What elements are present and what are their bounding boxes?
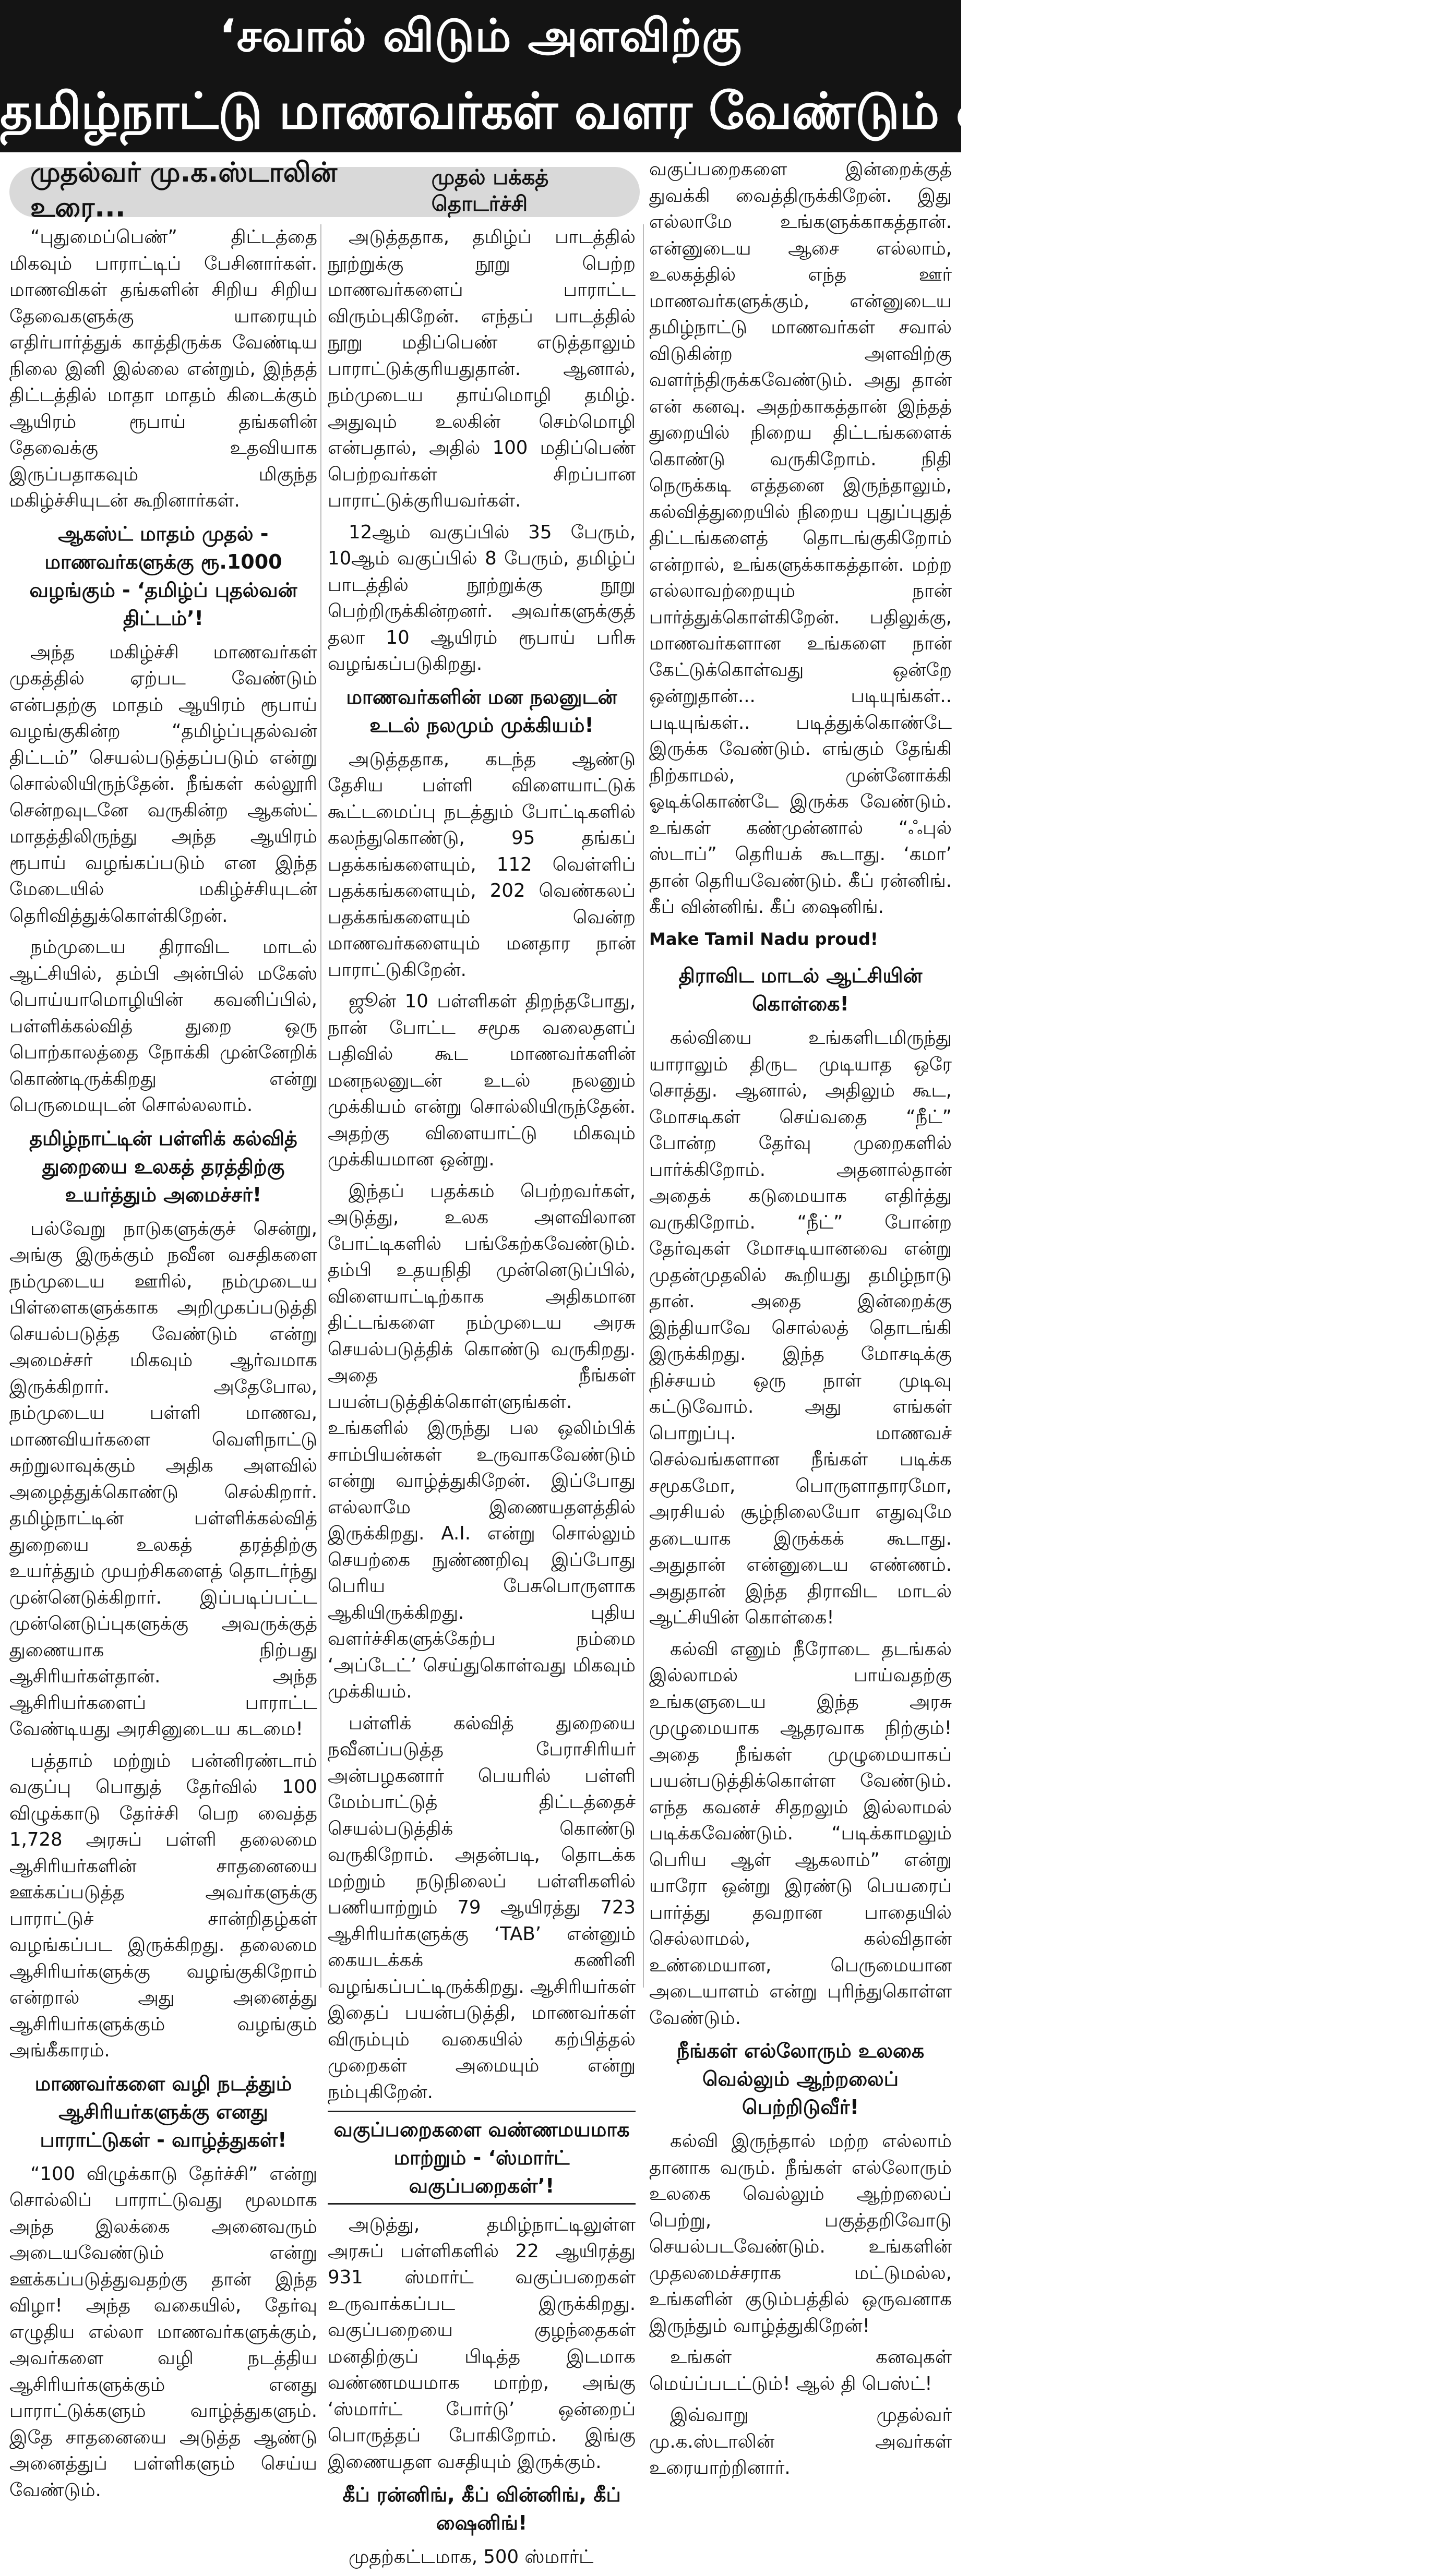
paragraph: நம்முடைய திராவிட மாடல் ஆட்சியில், தம்பி அன்பில் மகேஸ் பொய்யாமொழியின் கவனிப்பில், பள்ளிக்கல்வித் துறை ஒரு பொற்காலத்தை நோக்கி முன்னேறிக் கொண்டிருக்கிறது என்று பெருமையுடன் சொல்லலாம்.	[9, 936, 317, 1116]
paragraph: கல்வி இருந்தால் மற்ற எல்லாம் தானாக வரும். நீங்கள் எல்லோரும் உலகை வெல்லும் ஆற்றலைப் பெற்று, பகுத்தறிவோடு செயல்படவேண்டும். உங்களின் முதலமைச்சராக மட்டுமல்ல, உங்களின் குடும்பத்தில் ஒருவனாக இருந்தும் வாழ்த்துகிறேன்!	[649, 2130, 952, 2337]
paragraph: அடுத்து, தமிழ்நாட்டிலுள்ள அரசுப் பள்ளிகளில் 22 ஆயிரத்து 931 ஸ்மார்ட் வகுப்பறைகள் உருவாக்கப்பட இருக்கிறது. வகுப்பறையை குழந்தைகள் மனதிற்குப் பிடித்த இடமாக வண்ணமயமாக மாற்ற, அங்கு ‘ஸ்மார்ட் போர்டு’ ஒன்றைப் பொருத்தப் போகிறோம். இங்கு இணையதள வசதியும் இருக்கும்.	[328, 2214, 636, 2473]
paragraph: அடுத்ததாக, தமிழ்ப் பாடத்தில் நூற்றுக்கு நூறு பெற்ற மாணவர்களைப் பாராட்ட விரும்புகிறேன். எந்தப் பாடத்தில் நூறு மதிப்பெண் எடுத்தாலும் பாராட்டுக்குரியதுதான். ஆனால், நம்முடைய தாய்மொழி தமிழ். அதுவும் உலகின் செம்மொழி என்பதால், அதில் 100 மதிப்பெண் பெற்றவர்கள் சிறப்பான பாராட்டுக்குரியவர்கள்.	[328, 226, 636, 511]
headline-main: தமிழ்நாட்டு மாணவர்கள் வளர வேண்டும் என்பதே என் கனவு’!	[0, 82, 1435, 140]
continuation-strap	[9, 157, 640, 223]
column-divider	[643, 224, 644, 1988]
paragraph: 12ஆம் வகுப்பில் 35 பேரும், 10ஆம் வகுப்பில் 8 பேரும், தமிழ்ப் பாடத்தில் நூற்றுக்கு நூறு பெற்றிருக்கின்றனர். அவர்களுக்குத் தலா 10 ஆயிரம் ரூபாய் பரிசு வழங்கப்படுகிறது.	[328, 521, 636, 675]
paragraph: இவ்வாறு முதல்வர் மு.க.ஸ்டாலின் அவர்கள் உரையாற்றினார்.	[649, 2404, 952, 2478]
paragraph: உங்கள் கனவுகள் மெய்ப்படட்டும்! ஆல் தி பெஸ்ட்!	[649, 2346, 952, 2394]
article-column-3	[649, 157, 952, 2487]
paragraph: “புதுமைப்பெண்” திட்டத்தை மிகவும் பாராட்டிப் பேசினார்கள். மாணவிகள் தங்களின் சிறிய சிறிய தேவைகளுக்கு யாரையும் எதிர்பார்த்துக் காத்திருக்க வேண்டிய நிலை இனி இல்லை என்றும், இந்தத் திட்டத்தில் மாதா மாதம் கிடைக்கும் ஆயிரம் ரூபாய் தங்களின் தேவைக்கு உதவியாக இருப்பதாகவும் மிகுந்த மகிழ்ச்சியுடன் கூறினார்கள்.	[9, 226, 317, 511]
paragraph: வகுப்பறைகளை இன்றைக்குத் துவக்கி வைத்திருக்கிறேன். இது எல்லாமே உங்களுக்காகத்தான். என்னுடைய ஆசை எல்லாம், உலகத்தில் எந்த ஊர் மாணவர்களுக்கும், என்னுடைய தமிழ்நாட்டு மாணவர்கள் சவால் விடுகின்ற அளவிற்கு வளர்ந்திருக்கவேண்டும். அது தான் என் கனவு. அதற்காகத்தான் இந்தத் துறையில் நிறைய திட்டங்களைக் கொண்டு வருகிறோம். நிதி நெருக்கடி எத்தனை இருந்தாலும், கல்வித்துறையில் நிறைய புதுப்புதுத் திட்டங்களைத் தொடங்குகிறோம் என்றால், உங்களுக்காகத்தான். மற்ற எல்லாவற்றையும் நான் பார்த்துக்கொள்கிறேன். பதிலுக்கு, மாணவர்களான உங்களை நான் கேட்டுக்கொள்வது ஒன்றே ஒன்றுதான்... படியுங்கள்.. படியுங்கள்.. படித்துக்கொண்டே இருக்க வேண்டும். எங்கும் தேங்கி நிற்காமல், முன்னோக்கி ஓடிக்கொண்டே இருக்க வேண்டும். உங்கள் கண்முன்னால் “ஃபுல் ஸ்டாப்” தெரியக் கூடாது. ‘கமா’ தான் தெரியவேண்டும். கீப் ரன்னிங். கீப் வின்னிங். கீப் ஷைனிங்.	[649, 159, 952, 918]
paragraph: கல்வி எனும் நீரோடை தடங்கல் இல்லாமல் பாய்வதற்கு உங்களுடைய இந்த அரசு முழுமையாக ஆதரவாக நிற்கும்! அதை நீங்கள் முழுமையாகப் பயன்படுத்திக்கொள்ள வேண்டும். எந்த கவனச் சிதறலும் இல்லாமல் படிக்கவேண்டும். “படிக்காமலும் பெரிய ஆள் ஆகலாம்” என்று யாரோ ஒன்று இரண்டு பெயரைப் பார்த்து தவறான பாதையில் செல்லாமல், கல்விதான் உண்மையான, பெருமையான அடையாளம் என்று புரிந்துகொள்ள வேண்டும்.	[649, 1638, 952, 2029]
subheading: கீப் ரன்னிங், கீப் வின்னிங், கீப் ஷைனிங்!	[342, 2483, 621, 2534]
paragraph: ஜூன் 10 பள்ளிகள் திறந்தபோது, நான் போட்ட சமூக வலைதளப் பதிவில் கூட மாணவர்களின் மனநலனுடன் உடல் நலனும் முக்கியம் என்று சொல்லியிருந்தேன். அதற்கு விளையாட்டு மிகவும் முக்கியமான ஒன்று.	[328, 991, 636, 1170]
paragraph: அடுத்ததாக, கடந்த ஆண்டு தேசிய பள்ளி விளையாட்டுக் கூட்டமைப்பு நடத்தும் போட்டிகளில் கலந்துகொண்டு, 95 தங்கப் பதக்கங்களையும், 112 வெள்ளிப் பதக்கங்களையும், 202 வெண்கலப் பதக்கங்களையும் வென்ற மாணவர்களையும் மனதார நான் பாராட்டுகிறேன்.	[328, 748, 636, 981]
boxed-subheading: வகுப்பறைகளை வண்ணமயமாக மாற்றும் - ‘ஸ்மார்ட் வகுப்பறைகள்’!	[328, 2111, 636, 2205]
subheading: திராவிட மாடல் ஆட்சியின் கொள்கை!	[678, 964, 923, 1015]
column-divider	[320, 224, 321, 1988]
subheading: நீங்கள் எல்லோரும் உலகை வெல்லும் ஆற்றலைப் பெற்றிடுவீர்!	[676, 2039, 925, 2118]
paragraph: பத்தாம் மற்றும் பன்னிரண்டாம் வகுப்பு பொதுத் தேர்வில் 100 விழுக்காடு தேர்ச்சி பெற வைத்த 1,728 அரசுப் பள்ளி தலைமை ஆசிரியர்களின் சாதனையை ஊக்கப்படுத்த அவர்களுக்கு பாராட்டுச் சான்றிதழ்கள் வழங்கப்பட இருக்கிறது. தலைமை ஆசிரியர்களுக்கு வழங்குகிறோம் என்றால் அது அனைத்து ஆசிரியர்களுக்கும் வழங்கும் அங்கீகாரம்.	[9, 1750, 317, 2061]
paragraph: இந்தப் பதக்கம் பெற்றவர்கள், அடுத்து, உலக அளவிலான போட்டிகளில் பங்கேற்கவேண்டும். தம்பி உதயநிதி முன்னெடுப்பில், விளையாட்டிற்காக அதிகமான திட்டங்களை நம்முடைய அரசு செயல்படுத்திக் கொண்டு வருகிறது. அதை நீங்கள் பயன்படுத்திக்கொள்ளுங்கள். உங்களில் இருந்து பல ஒலிம்பிக் சாம்பியன்கள் உருவாகவேண்டும் என்று வாழ்த்துகிறேன். இப்போது எல்லாமே இணையதளத்தில் இருக்கிறது. A.I. என்று சொல்லும் செயற்கை நுண்ணறிவு இப்போது பெரிய பேசுபொருளாக ஆகியிருக்கிறது. புதிய வளர்ச்சிகளுக்கேற்ப நம்மை ‘அப்டேட்’ செய்துகொள்வது மிகவும் முக்கியம்.	[328, 1180, 636, 1702]
english-tagline: Make Tamil Nadu proud!	[649, 929, 878, 949]
headline-kicker: ‘சவால் விடும் அளவிற்கு	[219, 10, 743, 62]
headline-banner	[0, 0, 1435, 152]
paragraph: பள்ளிக் கல்வித் துறையை நவீனப்படுத்த பேராசிரியர் அன்பழகனார் பெயரில் பள்ளி மேம்பாட்டுத் திட்டத்தைச் செயல்படுத்திக் கொண்டு வருகிறோம். அதன்படி, தொடக்க மற்றும் நடுநிலைப் பள்ளிகளில் பணியாற்றும் 79 ஆயிரத்து 723 ஆசிரியர்களுக்கு ‘TAB’ என்னும் கையடக்கக் கணினி வழங்கப்பட்டிருக்கிறது. ஆசிரியர்கள் இதைப் பயன்படுத்தி, மாணவர்கள் விரும்பும் வகையில் கற்பித்தல் முறைகள் அமையும் என்று நம்புகிறேன்.	[328, 1712, 636, 2103]
subheading: ஆகஸ்ட் மாதம் முதல் - மாணவர்களுக்கு ரூ.1000 வழங்கும் - ‘தமிழ்ப் புதல்வன் திட்டம்’!	[29, 522, 297, 630]
paragraph: அந்த மகிழ்ச்சி மாணவர்கள் முகத்தில் ஏற்பட வேண்டும் என்பதற்கு மாதம் ஆயிரம் ரூபாய் வழங்குகின்ற “தமிழ்ப்புதல்வன் திட்டம்” செயல்படுத்தப்படும் என்று சொல்லியிருந்தேன். நீங்கள் கல்லூரி சென்றவுடனே வருகின்ற ஆகஸ்ட் மாதத்திலிருந்து அந்த ஆயிரம் ரூபாய் வழங்கப்படும் என இந்த மேடையில் மகிழ்ச்சியுடன் தெரிவித்துக்கொள்கிறேன்.	[9, 641, 317, 926]
subheading: மாணவர்களை வழி நடத்தும் ஆசிரியர்களுக்கு எனது பாராட்டுகள் - வாழ்த்துகள்!	[34, 2072, 292, 2151]
article-column-2	[328, 224, 636, 2576]
paragraph: முதற்கட்டமாக, 500 ஸ்மார்ட்	[349, 2546, 594, 2568]
strap-continued-note: முதல் பக்கத் தொடர்ச்சி	[431, 165, 549, 216]
paragraph: பல்வேறு நாடுகளுக்குச் சென்று, அங்கு இருக்கும் நவீன வசதிகளை நம்முடைய ஊரில், நம்முடைய பிள்ளைகளுக்காக அறிமுகப்படுத்தி செயல்படுத்த வேண்டும் என்று அமைச்சர் மிகவும் ஆர்வமாக இருக்கிறார். அதேபோல, நம்முடைய பள்ளி மாணவ, மாணவியர்களை வெளிநாட்டு சுற்றுலாவுக்கும் அதிக அளவில் அழைத்துக்கொண்டு செல்கிறார். தமிழ்நாட்டின் பள்ளிக்கல்வித் துறையை உலகத் தரத்திற்கு உயர்த்தும் முயற்சிகளைத் தொடர்ந்து முன்னெடுக்கிறார். இப்படிப்பட்ட முன்னெடுப்புகளுக்கு அவருக்குத் துணையாக நிற்பது ஆசிரியர்கள்தான். அந்த ஆசிரியர்களைப் பாராட்ட வேண்டியது அரசினுடைய கடமை!	[9, 1218, 317, 1740]
paragraph: கல்வியை உங்களிடமிருந்து யாராலும் திருட முடியாத ஒரே சொத்து. ஆனால், அதிலும் கூட, மோசடிகள் செய்வதை “நீட்” போன்ற தேர்வு முறைகளில் பார்க்கிறோம். அதனால்தான் அதைக் கடுமையாக எதிர்த்து வருகிறோம். “நீட்” போன்ற தேர்வுகள் மோசடியானவை என்று முதன்முதலில் கூறியது தமிழ்நாடு தான். அதை இன்றைக்கு இந்தியாவே சொல்லத் தொடங்கி இருக்கிறது. இந்த மோசடிக்கு நிச்சயம் ஒரு நாள் முடிவு கட்டுவோம். அது எங்கள் பொறுப்பு. மாணவச் செல்வங்களான நீங்கள் படிக்க சமூகமோ, பொருளாதாரமோ, அரசியல் சூழ்நிலையோ எதுவுமே தடையாக இருக்கக் கூடாது. அதுதான் என்னுடைய எண்ணம். அதுதான் இந்த திராவிட மாடல் ஆட்சியின் கொள்கை!	[649, 1027, 952, 1628]
subheading: தமிழ்நாட்டின் பள்ளிக் கல்வித் துறையை உலகத் தரத்திற்கு உயர்த்தும் அமைச்சர்!	[29, 1126, 297, 1206]
strap-title: முதல்வர் மு.க.ஸ்டாலின் உரை...	[30, 157, 338, 223]
paragraph: “100 விழுக்காடு தேர்ச்சி” என்று சொல்லிப் பாராட்டுவது மூலமாக அந்த இலக்கை அனைவரும் அடையவேண்டும் என்று ஊக்கப்படுத்துவதற்கு தான் இந்த விழா! அந்த வகையில், தேர்வு எழுதிய எல்லா மாணவர்களுக்கும், அவர்களை வழி நடத்திய ஆசிரியர்களுக்கும் எனது பாராட்டுக்களும் வாழ்த்துகளும். இதே சாதனையை அடுத்த ஆண்டு அனைத்துப் பள்ளிகளும் செய்ய வேண்டும்.	[9, 2163, 317, 2501]
article-column-1	[9, 224, 317, 2509]
subheading: மாணவர்களின் மன நலனுடன் உடல் நலமும் முக்கியம்!	[346, 685, 617, 737]
